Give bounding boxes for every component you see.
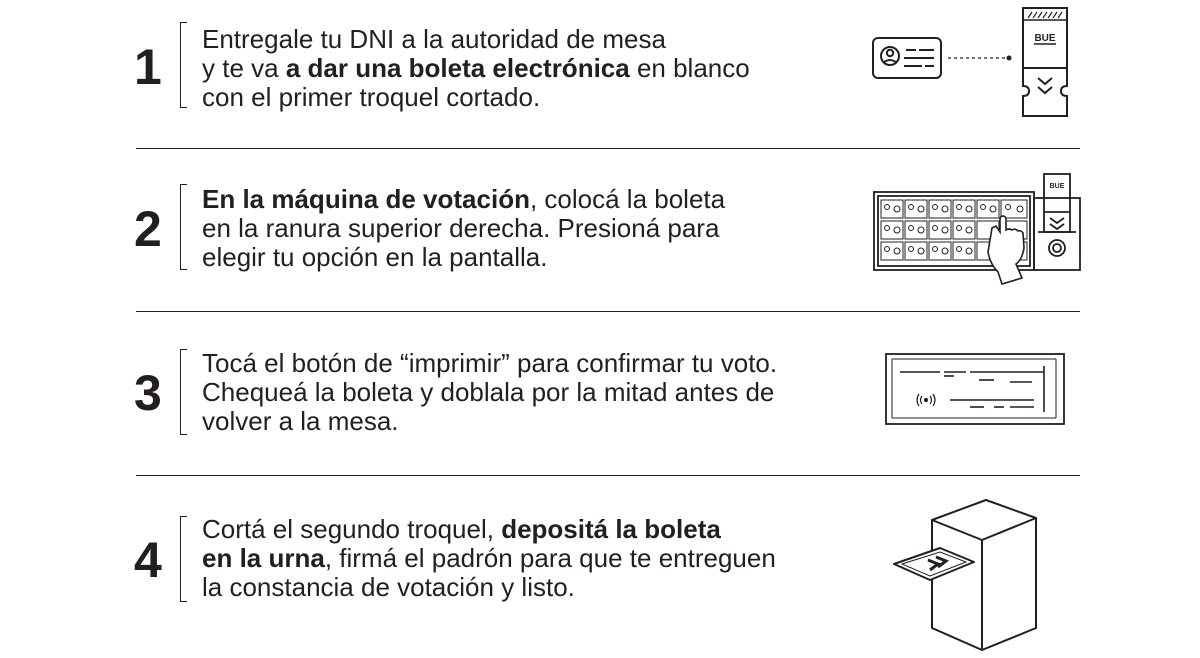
step-text-line xyxy=(202,185,852,214)
step-3 xyxy=(0,324,1200,474)
step-text-segment: en blanco xyxy=(629,53,750,83)
step-4 xyxy=(0,488,1200,638)
step-text xyxy=(202,515,852,602)
step-text-bold: en la urna xyxy=(202,543,325,573)
step-text-line xyxy=(202,349,852,378)
step-text-segment: Tocá el botón de “imprimir” para confirmar tu voto. xyxy=(202,348,778,378)
divider xyxy=(136,148,1080,149)
step-text-segment: la constancia de votación y listo. xyxy=(202,572,575,602)
step-text xyxy=(202,25,852,112)
step-text-segment: y te va xyxy=(202,53,286,83)
step-text-segment: , colocá la boleta xyxy=(529,184,726,214)
step-1 xyxy=(0,0,1200,150)
step-bracket xyxy=(180,349,187,435)
step-bracket xyxy=(180,184,187,270)
step-text-line xyxy=(202,25,852,54)
ballot-label: BUE xyxy=(1034,33,1056,44)
step-2 xyxy=(0,160,1200,310)
step-text-bold: En la máquina de votación xyxy=(202,184,530,214)
step-text-segment: Cortá el segundo troquel, xyxy=(202,514,502,544)
step-text-segment: Chequeá la boleta y doblala por la mitad antes de xyxy=(202,377,775,407)
step-text-segment: , firmá el padrón para que te entreguen xyxy=(324,543,776,573)
step-text xyxy=(202,185,852,272)
step-text-line xyxy=(202,544,852,573)
ballot-box-icon xyxy=(890,496,1040,656)
step-text-segment: Entregale tu DNI a la autoridad de mesa xyxy=(202,24,666,54)
step-number: 1 xyxy=(134,39,162,95)
step-text-bold: a dar una boleta electrónica xyxy=(285,53,630,83)
step-text-line xyxy=(202,214,852,243)
step-text-line xyxy=(202,54,852,83)
id-card-and-ballot-icon xyxy=(868,4,1078,120)
step-text-line xyxy=(202,83,852,112)
step-text-segment: en la ranura superior derecha. Presioná para xyxy=(202,213,720,243)
divider xyxy=(136,311,1080,312)
step-text-line xyxy=(202,573,852,602)
ballot-label: BUE xyxy=(1049,183,1065,190)
step-text-bold: depositá la boleta xyxy=(501,514,721,544)
step-number: 2 xyxy=(134,201,162,257)
voting-machine-icon xyxy=(872,168,1084,286)
step-number: 3 xyxy=(134,365,162,421)
step-text-segment: volver a la mesa. xyxy=(202,406,399,436)
step-text-line xyxy=(202,407,852,436)
step-number: 4 xyxy=(134,532,162,588)
step-bracket xyxy=(180,516,187,602)
step-text-line xyxy=(202,378,852,407)
step-text-line xyxy=(202,243,852,272)
step-text-segment: elegir tu opción en la pantalla. xyxy=(202,242,548,272)
divider xyxy=(136,475,1080,476)
step-bracket xyxy=(180,22,187,108)
step-text xyxy=(202,349,852,436)
step-text-segment: con el primer troquel cortado. xyxy=(202,82,541,112)
step-text-line xyxy=(202,515,852,544)
printed-ballot-icon xyxy=(884,352,1066,426)
